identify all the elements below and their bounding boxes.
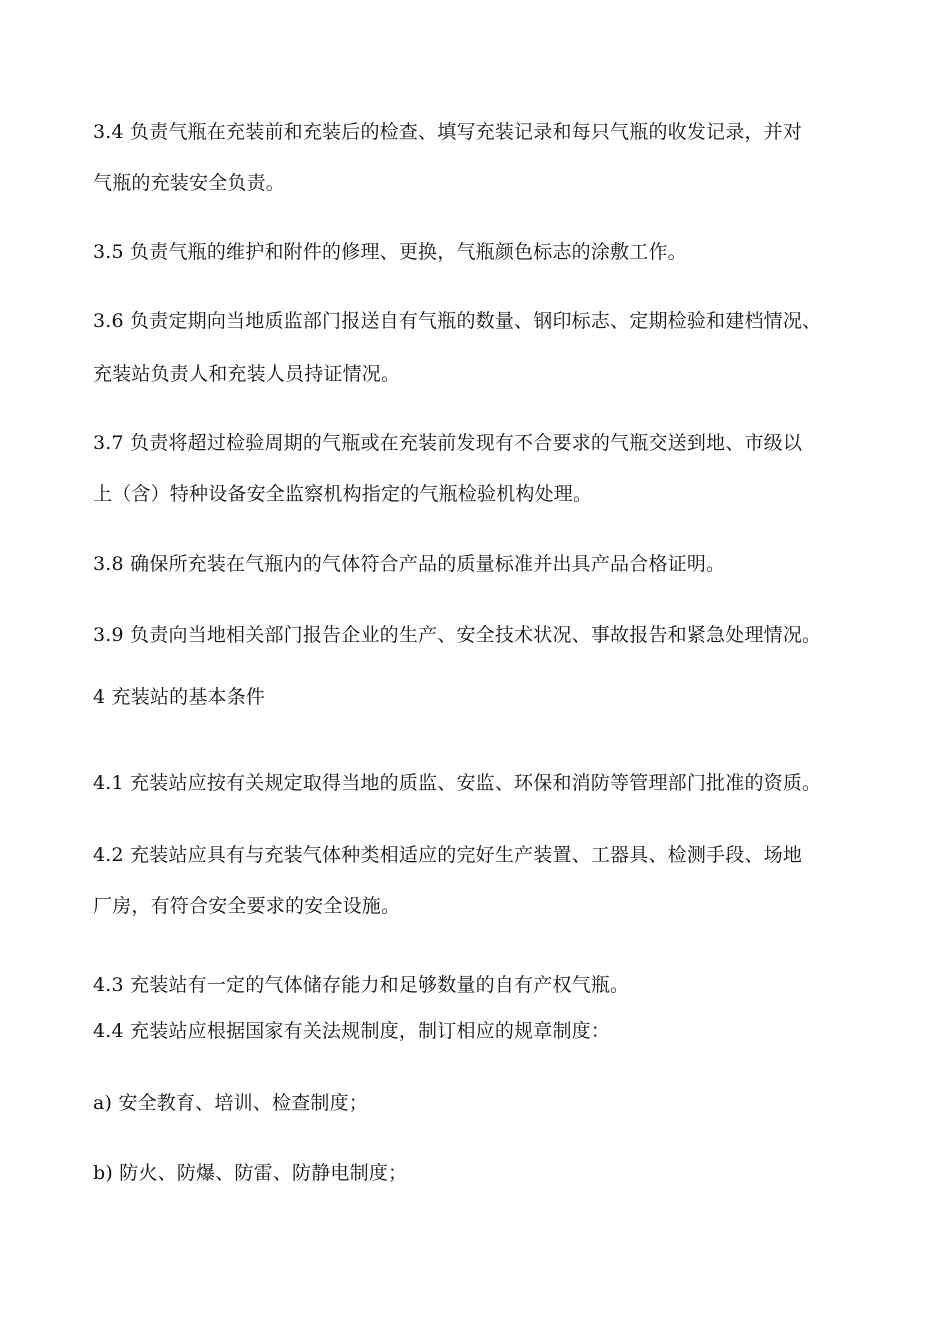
paragraph-4-3: 4.3 充装站有一定的气体储存能力和足够数量的自有产权气瓶。 xyxy=(93,974,630,996)
paragraph-3-8: 3.8 确保所充装在气瓶内的气体符合产品的质量标准并出具产品合格证明。 xyxy=(93,553,726,575)
paragraph-3-5: 3.5 负责气瓶的维护和附件的修理、更换，气瓶颜色标志的涂敷工作。 xyxy=(93,241,687,263)
paragraph-3-7-line-2: 上（含）特种设备安全监察机构指定的气瓶检验机构处理。 xyxy=(93,483,593,505)
paragraph-3-4-line-1: 3.4 负责气瓶在充装前和充装后的检查、填写充装记录和每只气瓶的收发记录，并对 xyxy=(93,121,803,143)
paragraph-4-2-line-1: 4.2 充装站应具有与充装气体种类相适应的完好生产装置、工器具、检测手段、场地 xyxy=(93,844,803,866)
paragraph-3-4-line-2: 气瓶的充装安全负责。 xyxy=(93,172,286,194)
section-4-heading: 4 充装站的基本条件 xyxy=(93,686,266,708)
paragraph-3-6-line-2: 充装站负责人和充装人员持证情况。 xyxy=(93,363,401,385)
list-item-a: a) 安全教育、培训、检查制度； xyxy=(93,1092,368,1114)
paragraph-3-9: 3.9 负责向当地相关部门报告企业的生产、安全技术状况、事故报告和紧急处理情况。 xyxy=(93,624,822,646)
list-item-b: b) 防火、防爆、防雷、防静电制度； xyxy=(93,1162,408,1184)
paragraph-4-1: 4.1 充装站应按有关规定取得当地的质监、安监、环保和消防等管理部门批准的资质。 xyxy=(93,772,822,794)
paragraph-3-6-line-1: 3.6 负责定期向当地质监部门报送自有气瓶的数量、钢印标志、定期检验和建档情况、 xyxy=(93,310,822,332)
paragraph-4-2-line-2: 厂房，有符合安全要求的安全设施。 xyxy=(93,895,401,917)
paragraph-4-4: 4.4 充装站应根据国家有关法规制度，制订相应的规章制度： xyxy=(93,1020,611,1042)
paragraph-3-7-line-1: 3.7 负责将超过检验周期的气瓶或在充装前发现有不合要求的气瓶交送到地、市级以 xyxy=(93,432,803,454)
